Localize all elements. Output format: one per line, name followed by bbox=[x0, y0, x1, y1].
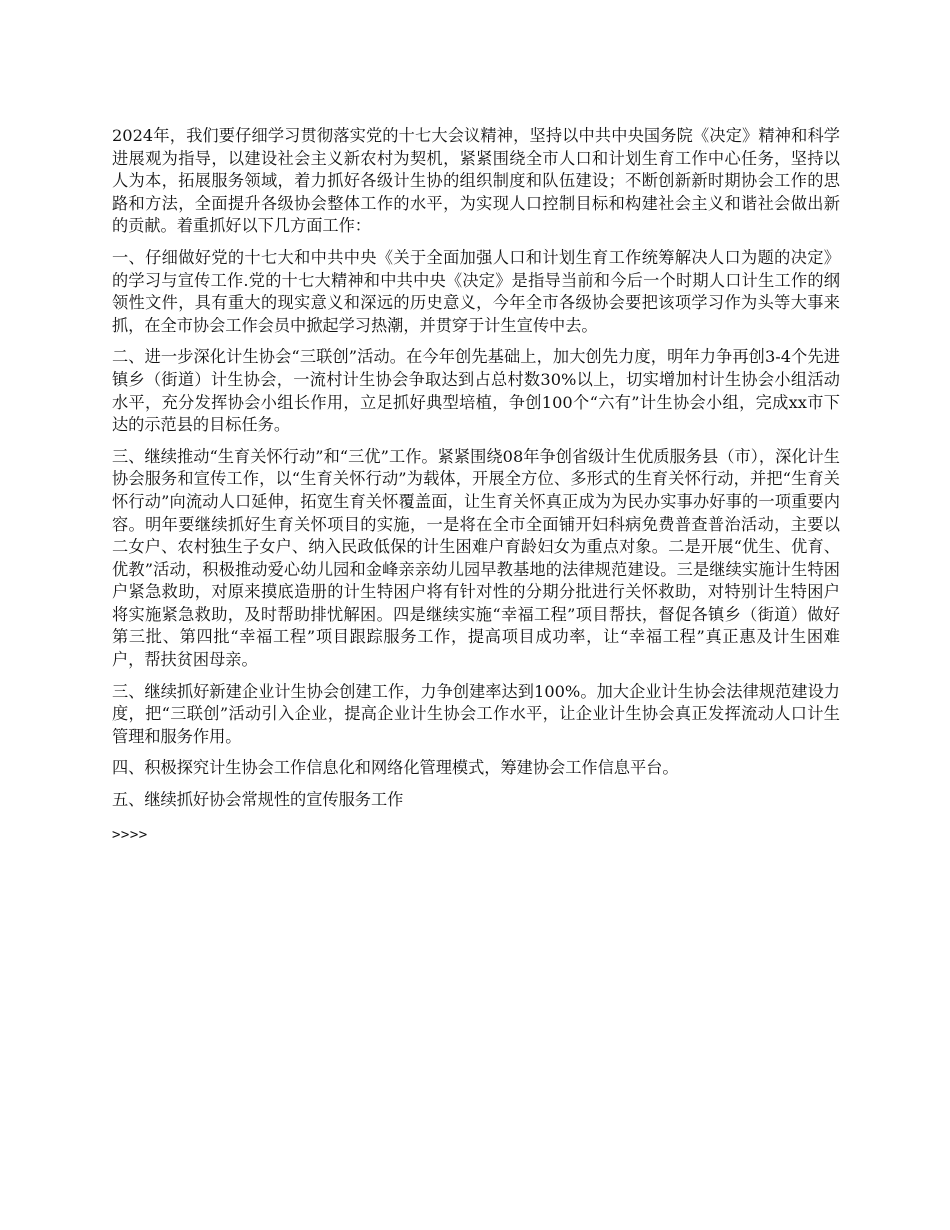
document-body bbox=[112, 125, 840, 855]
section-4-paragraph: 四、积极探究计生协会工作信息化和网络化管理模式，筹建协会工作信息平台。 bbox=[112, 758, 679, 778]
intro-paragraph: 2024年，我们要仔细学习贯彻落实党的十七大会议精神，坚持以中共中央国务院《决定》精神和科学进展观为指导，以建设社会主义新农村为契机，紧紧围绕全市人口和计划生育工作中心任务，坚持以人为本，拓展服务领域，着力抓好各级计生协的组织制度和队伍建设；不断创新新时期协会工作的思路和方法，全面提升各级协会整体工作的水平，为实现人口控制目标和构建社会主义和谐社会做出新的贡献。着重抓好以下几方面工作： bbox=[112, 126, 840, 236]
continuation-marker: >>>> bbox=[112, 826, 148, 843]
section-3b-paragraph: 三、继续抓好新建企业计生协会创建工作，力争创建率达到100%。加大企业计生协会法律规范建设力度，把“三联创”活动引入企业，提高企业计生协会工作水平，让企业计生协会真正发挥流动人口计生管理和服务作用。 bbox=[112, 681, 840, 746]
section-1-paragraph: 一、仔细做好党的十七大和中共中央《关于全面加强人口和计划生育工作统筹解决人口为题的决定》的学习与宣传工作.党的十七大精神和中共中央《决定》是指导当前和今后一个时期人口计生工作的纲领性文件，具有重大的现实意义和深远的历史意义，今年全市各级协会要把该项学习作为头等大事来抓，在全市协会工作会员中掀起学习热潮，并贯穿于计生宣传中去。 bbox=[112, 247, 840, 335]
section-3-paragraph: 三、继续推动“生育关怀行动”和“三优”工作。紧紧围绕08年争创省级计生优质服务县（市），深化计生协会服务和宣传工作，以“生育关怀行动”为载体，开展全方位、多形式的生育关怀行动，并把“生育关怀行动”向流动人口延伸，拓宽生育关怀覆盖面，让生育关怀真正成为为民办实事办好事的一项重要内容。明年要继续抓好生育关怀项目的实施，一是将在全市全面铺开妇科病免费普查普治活动，主要以二女户、农村独生子女户、纳入民政低保的计生困难户育龄妇女为重点对象。二是开展“优生、优育、优教”活动，积极推动爱心幼儿园和金峰亲亲幼儿园早教基地的法律规范建设。三是继续实施计生特困户紧急救助，对原来摸底造册的计生特困户将有针对性的分期分批进行关怀救助，对特别计生特困户将实施紧急救助，及时帮助排忧解困。四是继续实施“幸福工程”项目帮扶，督促各镇乡（街道）做好第三批、第四批“幸福工程”项目跟踪服务工作，提高项目成功率，让“幸福工程”真正惠及计生困难户，帮扶贫困母亲。 bbox=[112, 446, 840, 670]
section-5-paragraph: 五、继续抓好协会常规性的宣传服务工作 bbox=[112, 790, 404, 810]
section-2-paragraph: 二、进一步深化计生协会“三联创”活动。在今年创先基础上，加大创先力度，明年力争再创3-4个先进镇乡（街道）计生协会，一流村计生协会争取达到占总村数30%以上，切实增加村计生协会小组活动水平，充分发挥协会小组长作用，立足抓好典型培植，争创100个“六有”计生协会小组，完成xx市下达的示范县的目标任务。 bbox=[112, 347, 840, 435]
